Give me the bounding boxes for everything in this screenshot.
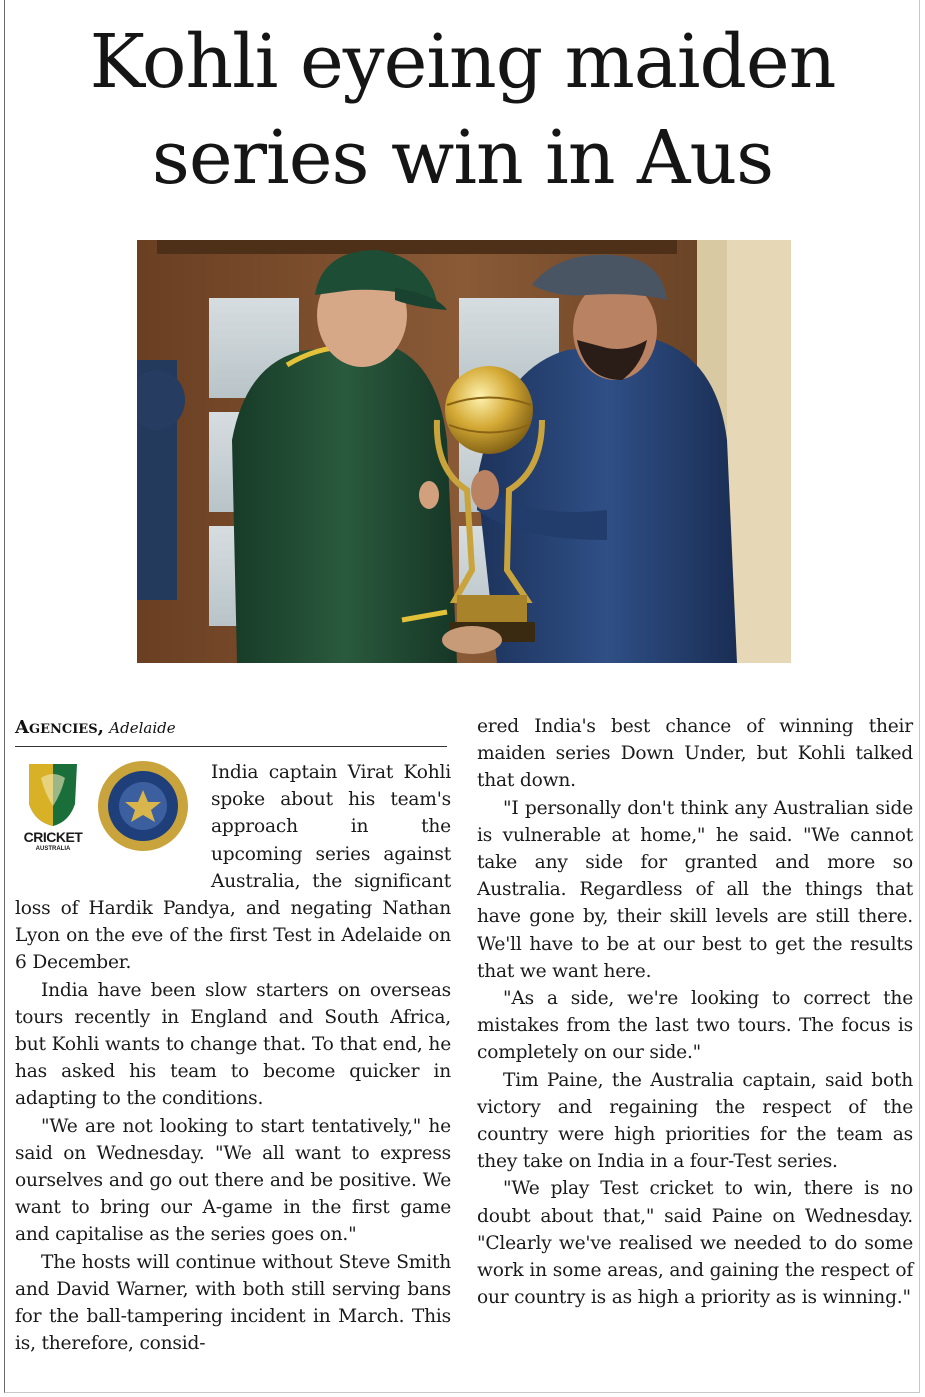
paragraph: "We play Test cricket to win, there is no doubt about that," said Paine on Wednesday. "Clearly we've realised we needed to do some work in some areas, and gaining the respect of our country is as high a priority as is winning."	[477, 1178, 913, 1309]
article-column-left	[15, 759, 451, 1357]
paragraph: "We are not looking to start tentatively," he said on Wednesday. "We all want to express ourselves and go out there and be positive. We want to bring our A-game in the first game and capitalise as the series goes on."	[15, 1115, 451, 1246]
byline-agency: Agencies,	[15, 717, 104, 738]
cricket-wordmark: CRICKET	[23, 829, 83, 845]
paragraph: ered India's best chance of winning their maiden series Down Under, but Kohli talked that down.	[477, 716, 913, 792]
paragraph: The hosts will continue without Steve Smith and David Warner, with both still serving bans for the ball-tampering incident in March. This is, therefore, consid-	[15, 1251, 451, 1355]
paragraph: India captain Virat Kohli spoke about his team's approach in the upcoming series against Australia, the significant loss of Hardik Pandya, and negating Nathan Lyon on the eve of the first Test in Adelaide on 6 December.	[15, 762, 451, 974]
paragraph: Tim Paine, the Australia captain, said both victory and regaining the respect of the country were high priorities for the team as they take on India in a four-Test series.	[477, 1069, 913, 1173]
headline: Kohli eyeing maiden series win in Aus	[89, 19, 836, 201]
paragraph: India have been slow starters on overseas tours recently in England and South Africa, but Kohli wants to change that. To that end, he has asked his team to become quicker in adapting to the conditions.	[15, 979, 451, 1110]
captains-trophy-photo	[137, 240, 791, 663]
paragraph: "I personally don't think any Australian side is vulnerable at home," he said. "We cannot take any side for granted and more so Australia. Regardless of all the things that have gone by, their skill levels are still there. We'll have to be at our best to get the results that we want here.	[477, 797, 913, 982]
australia-wordmark: AUSTRALIA	[35, 846, 71, 852]
paragraph: "As a side, we're looking to correct the mistakes from the last two tours. The focus is completely on our side."	[477, 988, 913, 1064]
byline	[15, 716, 176, 740]
logo-float-space	[15, 759, 211, 871]
article-column-right	[477, 713, 913, 1311]
byline-rule	[15, 746, 447, 747]
byline-place: Adelaide	[109, 719, 176, 737]
